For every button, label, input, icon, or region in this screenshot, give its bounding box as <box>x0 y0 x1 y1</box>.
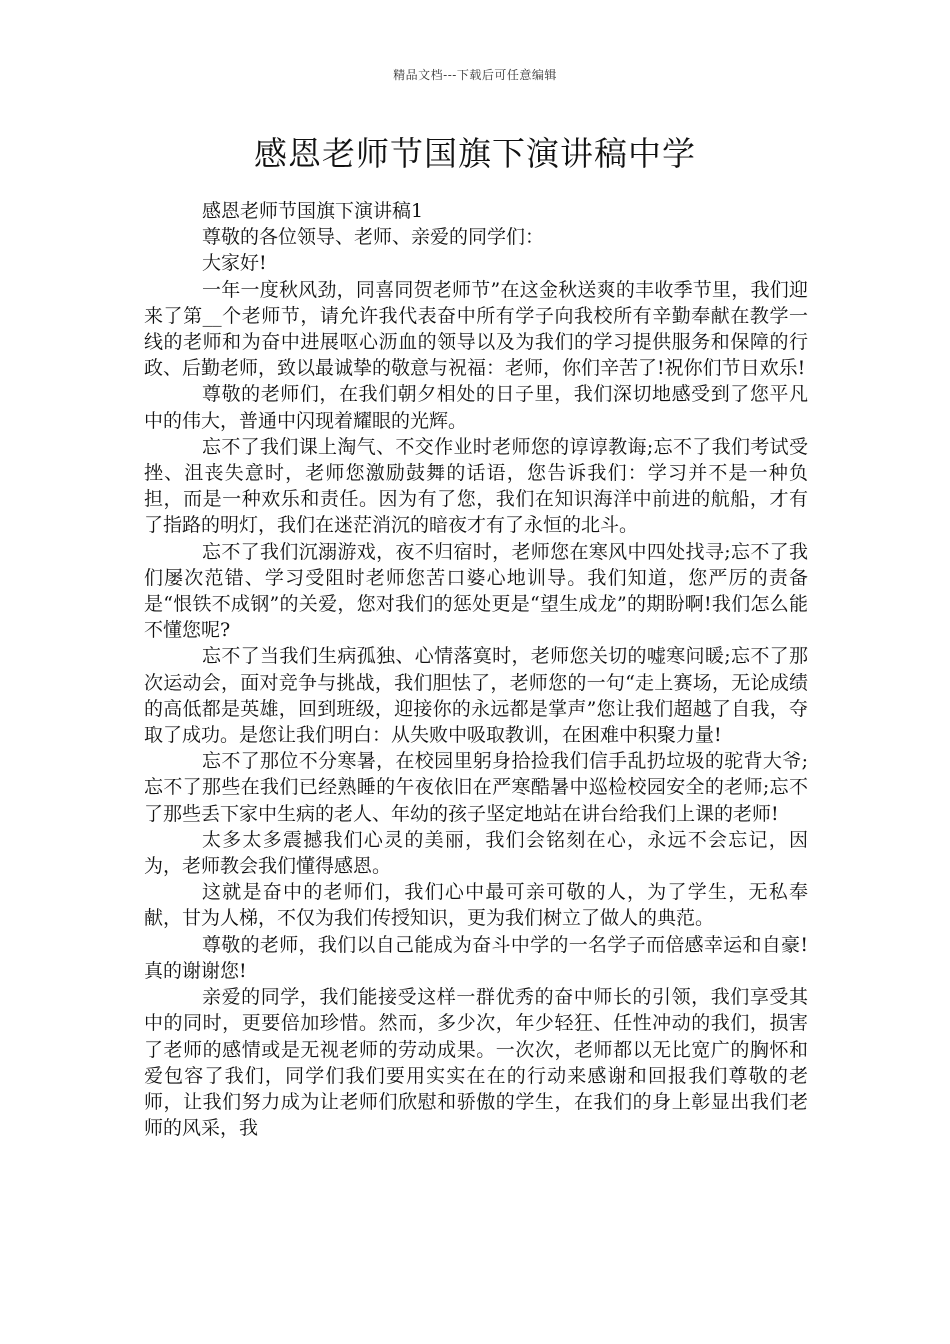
paragraph: 忘不了那位不分寒暑，在校园里躬身拾捡我们信手乱扔垃圾的驼背大爷;忘不了那些在我们已经熟睡的午夜依旧在严寒酷暑中巡检校园安全的老师;忘不了那些丢下家中生病的老人、年幼的孩子坚定地站在讲台给我们上课的老师! <box>144 750 808 825</box>
paragraph: 尊敬的老师们，在我们朝夕相处的日子里，我们深切地感受到了您平凡中的伟大，普通中闪现着耀眼的光辉。 <box>144 383 808 432</box>
paragraph: 太多太多震撼我们心灵的美丽，我们会铭刻在心，永远不会忘记，因为，老师教会我们懂得感恩。 <box>144 828 808 878</box>
paragraph-salutation: 尊敬的各位领导、老师、亲爱的同学们： <box>202 226 545 249</box>
paragraph-subtitle: 感恩老师节国旗下演讲稿1 <box>202 200 424 222</box>
paragraph: 这就是奋中的老师们，我们心中最可亲可敬的人，为了学生，无私奉献，甘为人梯，不仅为我们传授知识，更为我们树立了做人的典范。 <box>144 881 808 930</box>
document-body <box>144 198 808 1141</box>
paragraph-greeting: 大家好! <box>202 252 267 275</box>
header-note: 精品文档---下载后可任意编辑 <box>393 68 557 82</box>
paragraph: 忘不了我们沉溺游戏，夜不归宿时，老师您在寒风中四处找寻;忘不了我们屡次范错、学习受阻时老师您苦口婆心地训导。我们知道，您严厉的责备是“恨铁不成钢”的关爱，您对我们的惩处更是“望生成龙”的期盼啊!我们怎么能不懂您呢? <box>144 540 808 642</box>
paragraph: 一年一度秋风劲，同喜同贺老师节”在这金秋送爽的丰收季节里，我们迎来了第__个老师节，请允许我代表奋中所有学子向我校所有辛勤奉献在教学一线的老师和为奋中进展呕心沥血的领导以及为我们的学习提供服务和保障的行政、后勤老师，致以最诚挚的敬意与祝福：老师，你们辛苦了!祝你们节日欢乐! <box>144 278 808 380</box>
paragraph: 尊敬的老师，我们以自己能成为奋斗中学的一名学子而倍感幸运和自豪!真的谢谢您! <box>144 933 808 982</box>
paragraph: 忘不了我们课上淘气、不交作业时老师您的谆谆教诲;忘不了我们考试受挫、沮丧失意时，老师您激励鼓舞的话语，您告诉我们：学习并不是一种负担，而是一种欢乐和责任。因为有了您，我们在知识海洋中前进的航船，才有了指路的明灯，我们在迷茫消沉的暗夜才有了永恒的北斗。 <box>144 435 808 537</box>
paragraph: 亲爱的同学，我们能接受这样一群优秀的奋中师长的引领，我们享受其中的同时，更要倍加珍惜。然而，多少次，年少轻狂、任性冲动的我们，损害了老师的感情或是无视老师的劳动成果。一次次，老师都以无比宽广的胸怀和爱包容了我们，同学们我们要用实实在在的行动来感谢和回报我们尊敬的老师，让我们努力成为让老师们欣慰和骄傲的学生，在我们的身上彰显出我们老师的风采，我 <box>144 986 808 1140</box>
document-title: 感恩老师节国旗下演讲稿中学 <box>254 134 696 173</box>
paragraph: 忘不了当我们生病孤独、心情落寞时，老师您关切的嘘寒问暖;忘不了那次运动会，面对竞争与挑战，我们胆怯了，老师您的一句“走上赛场，无论成绩的高低都是英雄，回到班级，迎接你的永远都是掌声”您让我们超越了自我，夺取了成功。是您让我们明白：从失败中吸取教训，在困难中积聚力量! <box>144 645 808 747</box>
